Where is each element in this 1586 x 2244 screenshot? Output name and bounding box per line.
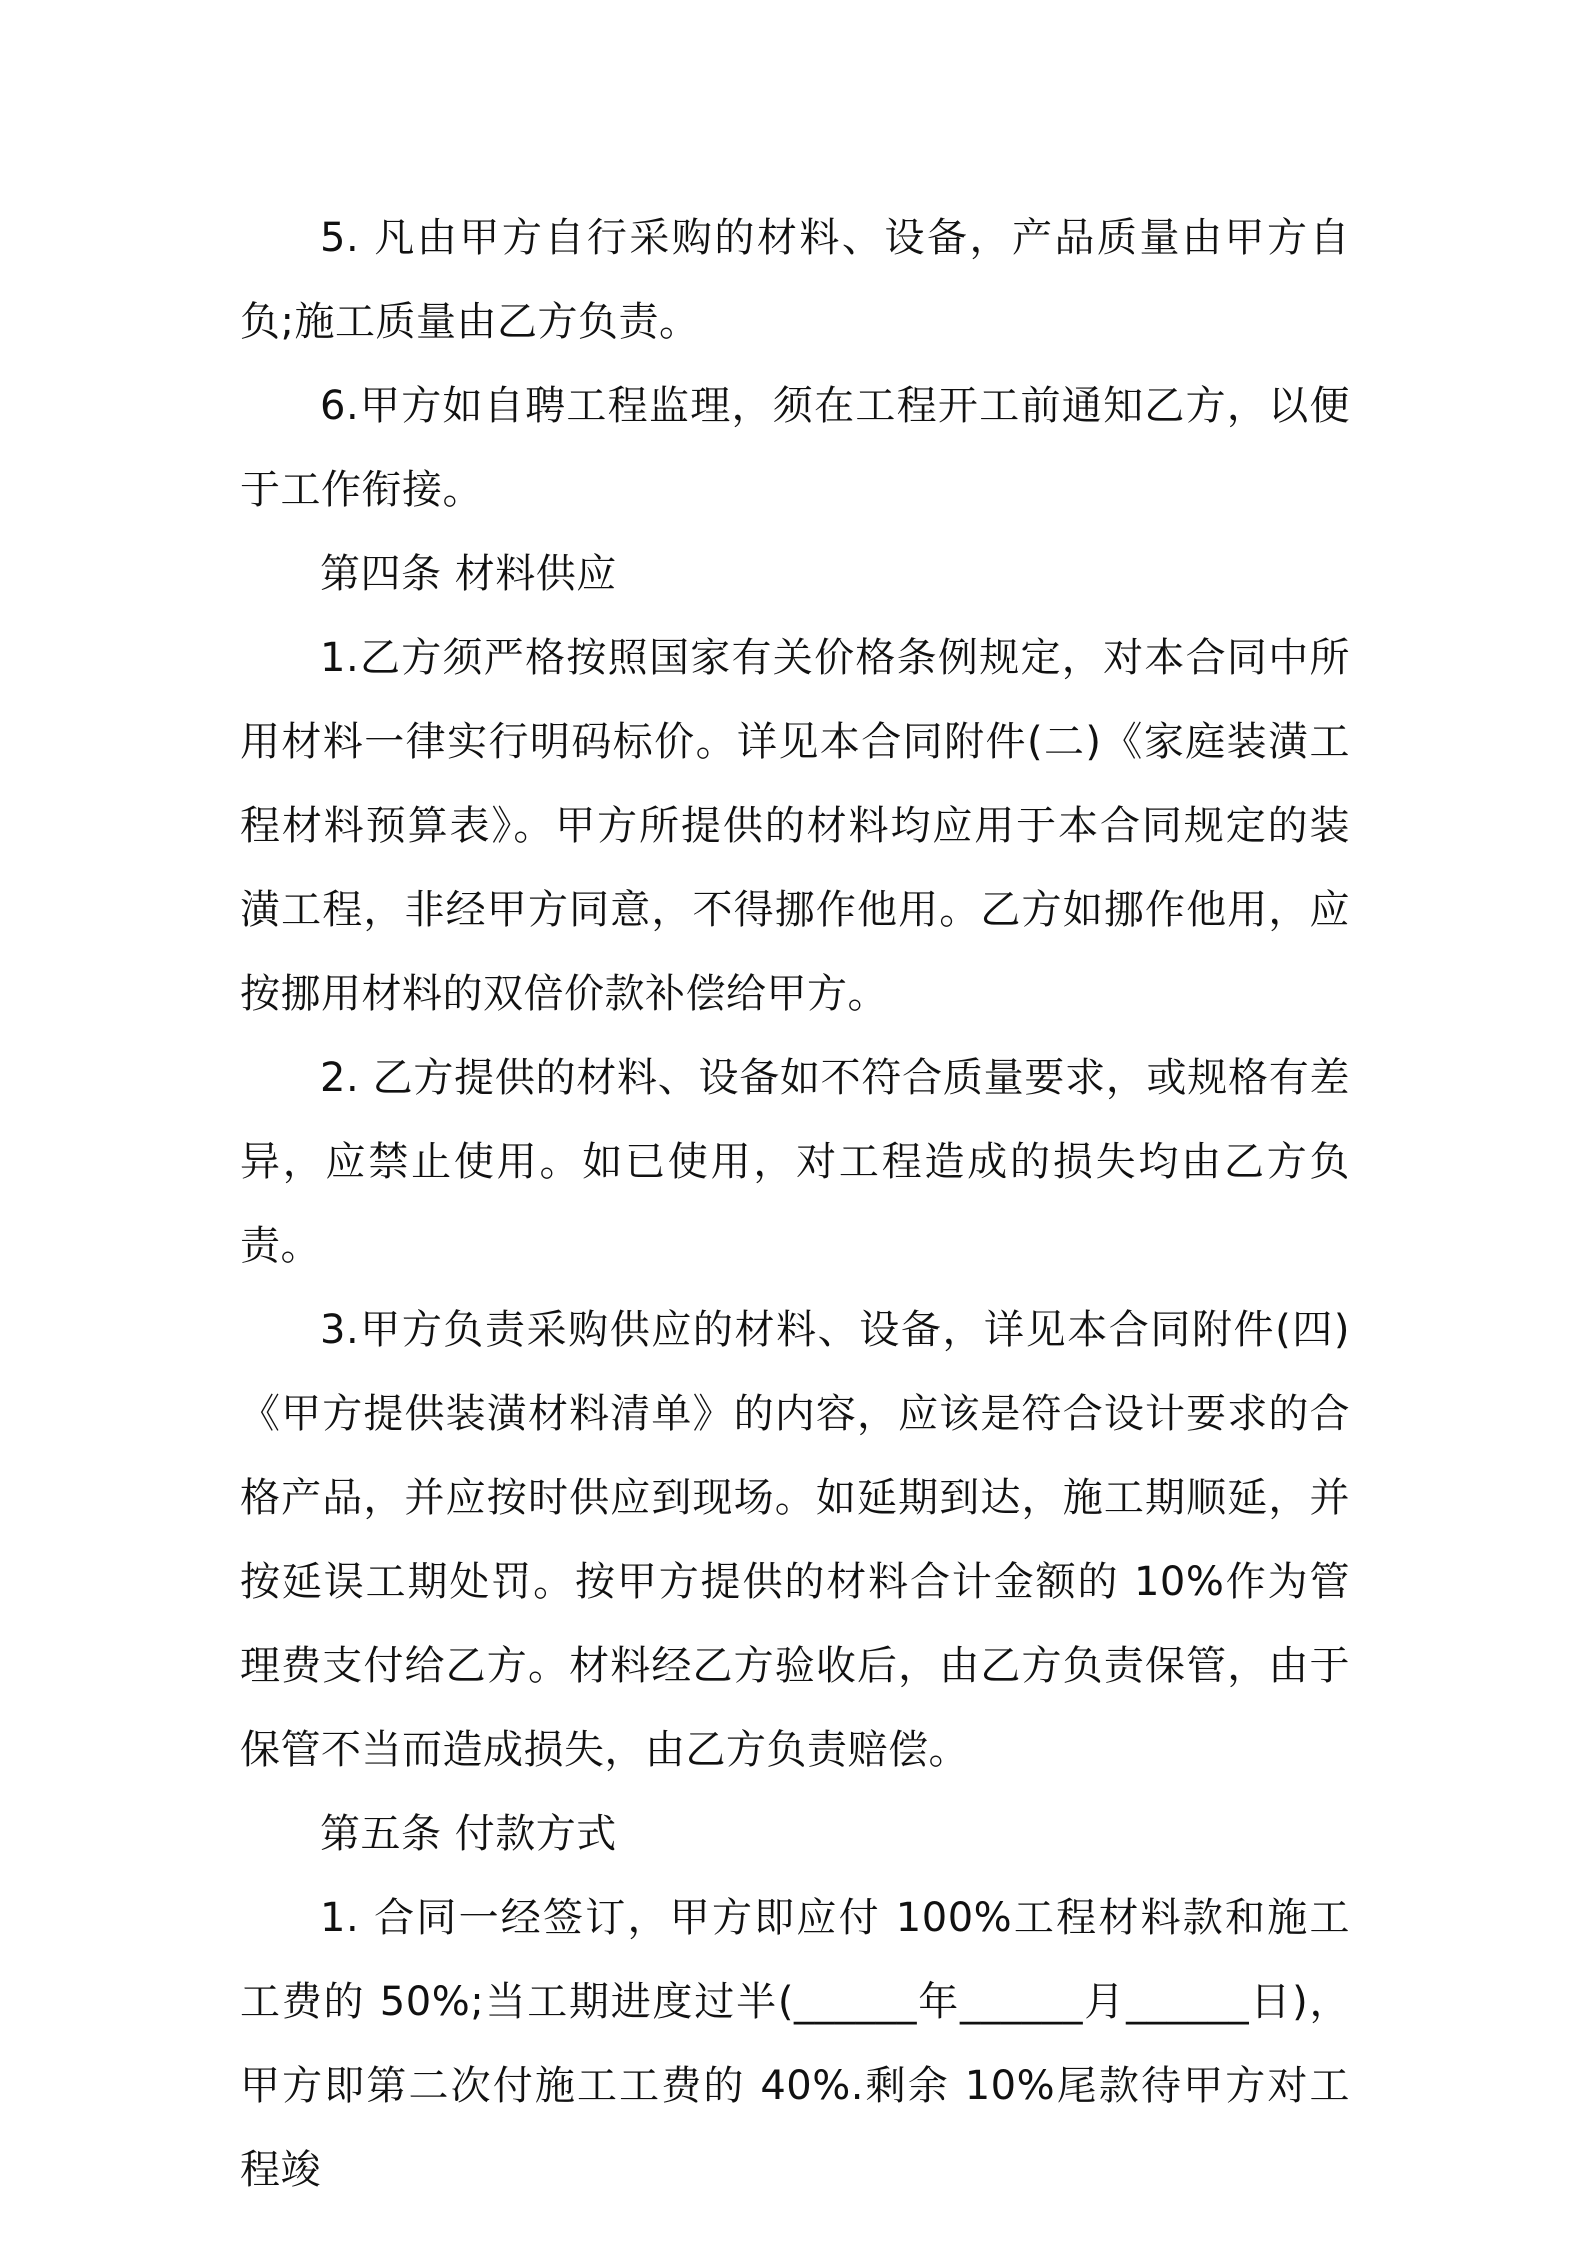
document-body bbox=[240, 196, 1350, 2212]
section-heading-article-5: 第五条 付款方式 bbox=[320, 1811, 617, 1857]
paragraph-material-1: 1.乙方须严格按照国家有关价格条例规定，对本合同中所用材料一律实行明码标价。详见本合同附件(二)《家庭装潢工程材料预算表》。甲方所提供的材料均应用于本合同规定的装潢工程，非经甲方同意，不得挪作他用。乙方如挪作他用，应按挪用材料的双倍价款补偿给甲方。 bbox=[240, 635, 1350, 1017]
paragraph-item-6: 6.甲方如自聘工程监理，须在工程开工前通知乙方，以便于工作衔接。 bbox=[240, 383, 1350, 513]
paragraph-payment-1: 1. 合同一经签订，甲方即应付 100%工程材料款和施工工费的 50%;当工期进度过半(______年______月______日)，甲方即第二次付施工工费的 40%.剩余 10%尾款待甲方对工程竣 bbox=[240, 1895, 1350, 2193]
paragraph-material-2: 2. 乙方提供的材料、设备如不符合质量要求，或规格有差异，应禁止使用。如已使用，对工程造成的损失均由乙方负责。 bbox=[240, 1055, 1350, 1269]
paragraph-material-3: 3.甲方负责采购供应的材料、设备，详见本合同附件(四)《甲方提供装潢材料清单》的内容，应该是符合设计要求的合格产品，并应按时供应到现场。如延期到达，施工期顺延，并按延误工期处罚。按甲方提供的材料合计金额的 10%作为管理费支付给乙方。材料经乙方验收后，由乙方负责保管，由于保管不当而造成损失，由乙方负责赔偿。 bbox=[240, 1307, 1350, 1773]
paragraph-item-5: 5. 凡由甲方自行采购的材料、设备，产品质量由甲方自负;施工质量由乙方负责。 bbox=[240, 215, 1350, 345]
section-heading-article-4: 第四条 材料供应 bbox=[320, 551, 617, 597]
